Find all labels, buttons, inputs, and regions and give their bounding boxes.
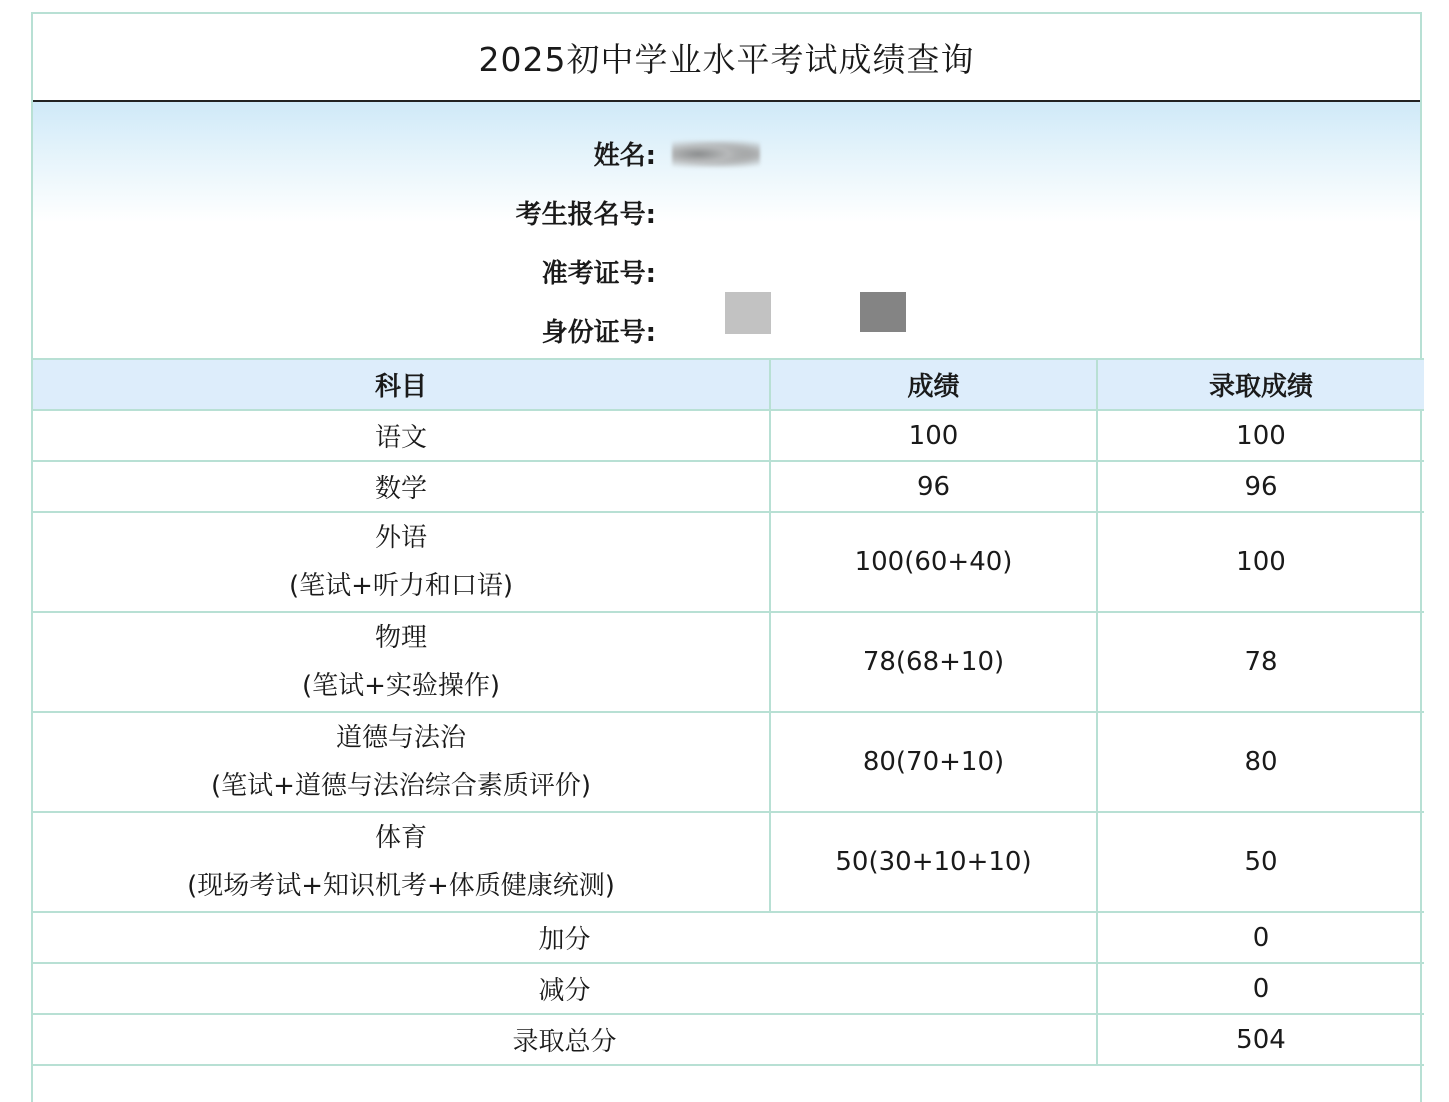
ticket-row (33, 251, 1420, 291)
subject-note: (笔试+听力和口语) (288, 571, 514, 601)
id-value (670, 310, 1420, 350)
summary-label: 减分 (33, 963, 1097, 1014)
summary-label: 录取总分 (33, 1014, 1097, 1065)
score-table (33, 358, 1424, 1066)
summary-value: 504 (1097, 1014, 1424, 1065)
score-cell: 96 (770, 461, 1097, 512)
name-value (670, 133, 1420, 173)
subject-note: (现场考试+知识机考+体质健康统测) (187, 871, 615, 901)
summary-row-total (33, 1014, 1424, 1065)
score-cell: 100(60+40) (770, 512, 1097, 612)
redaction-mask (860, 292, 906, 332)
subject-name: 体育 (374, 823, 427, 853)
subject-note: (笔试+实验操作) (301, 671, 501, 701)
table-row (33, 712, 1424, 812)
summary-row-deduction (33, 963, 1424, 1014)
candidate-info (33, 102, 1420, 358)
blurred-name (672, 139, 760, 169)
score-cell: 80(70+10) (770, 712, 1097, 812)
admission-cell: 80 (1097, 712, 1424, 812)
ticket-value (670, 251, 1420, 291)
registration-row (33, 192, 1420, 232)
subject-name: 语文 (374, 423, 427, 453)
admission-cell: 100 (1097, 410, 1424, 461)
table-row (33, 410, 1424, 461)
page-title: 2025初中学业水平考试成绩查询 (33, 14, 1420, 102)
id-label: 身份证号: (541, 317, 656, 348)
admission-cell: 50 (1097, 812, 1424, 912)
admission-cell: 78 (1097, 612, 1424, 712)
summary-value: 0 (1097, 963, 1424, 1014)
redaction-mask (725, 292, 771, 334)
subject-cell (33, 712, 770, 812)
column-header-subject: 科目 (33, 359, 770, 410)
subject-cell (33, 461, 770, 512)
table-row (33, 612, 1424, 712)
table-row (33, 512, 1424, 612)
summary-value: 0 (1097, 912, 1424, 963)
admission-cell: 100 (1097, 512, 1424, 612)
admission-cell: 96 (1097, 461, 1424, 512)
score-cell: 100 (770, 410, 1097, 461)
subject-name: 外语 (374, 523, 427, 553)
subject-cell (33, 612, 770, 712)
column-header-score: 成绩 (770, 359, 1097, 410)
results-panel (31, 12, 1422, 1102)
subject-cell (33, 812, 770, 912)
subject-cell (33, 512, 770, 612)
name-label: 姓名: (593, 140, 656, 171)
ticket-label: 准考证号: (541, 258, 656, 289)
name-row (33, 133, 1420, 173)
subject-name: 道德与法治 (335, 723, 466, 753)
id-row (33, 310, 1420, 350)
table-header (33, 359, 1424, 410)
subject-note: (笔试+道德与法治综合素质评价) (210, 771, 592, 801)
subject-cell (33, 410, 770, 461)
table-row (33, 812, 1424, 912)
summary-label: 加分 (33, 912, 1097, 963)
score-cell: 78(68+10) (770, 612, 1097, 712)
table-row (33, 461, 1424, 512)
score-cell: 50(30+10+10) (770, 812, 1097, 912)
summary-row-bonus (33, 912, 1424, 963)
registration-value (670, 192, 1420, 232)
subject-name: 数学 (374, 474, 427, 504)
registration-label: 考生报名号: (515, 199, 656, 230)
subject-name: 物理 (374, 623, 427, 653)
column-header-admission: 录取成绩 (1097, 359, 1424, 410)
